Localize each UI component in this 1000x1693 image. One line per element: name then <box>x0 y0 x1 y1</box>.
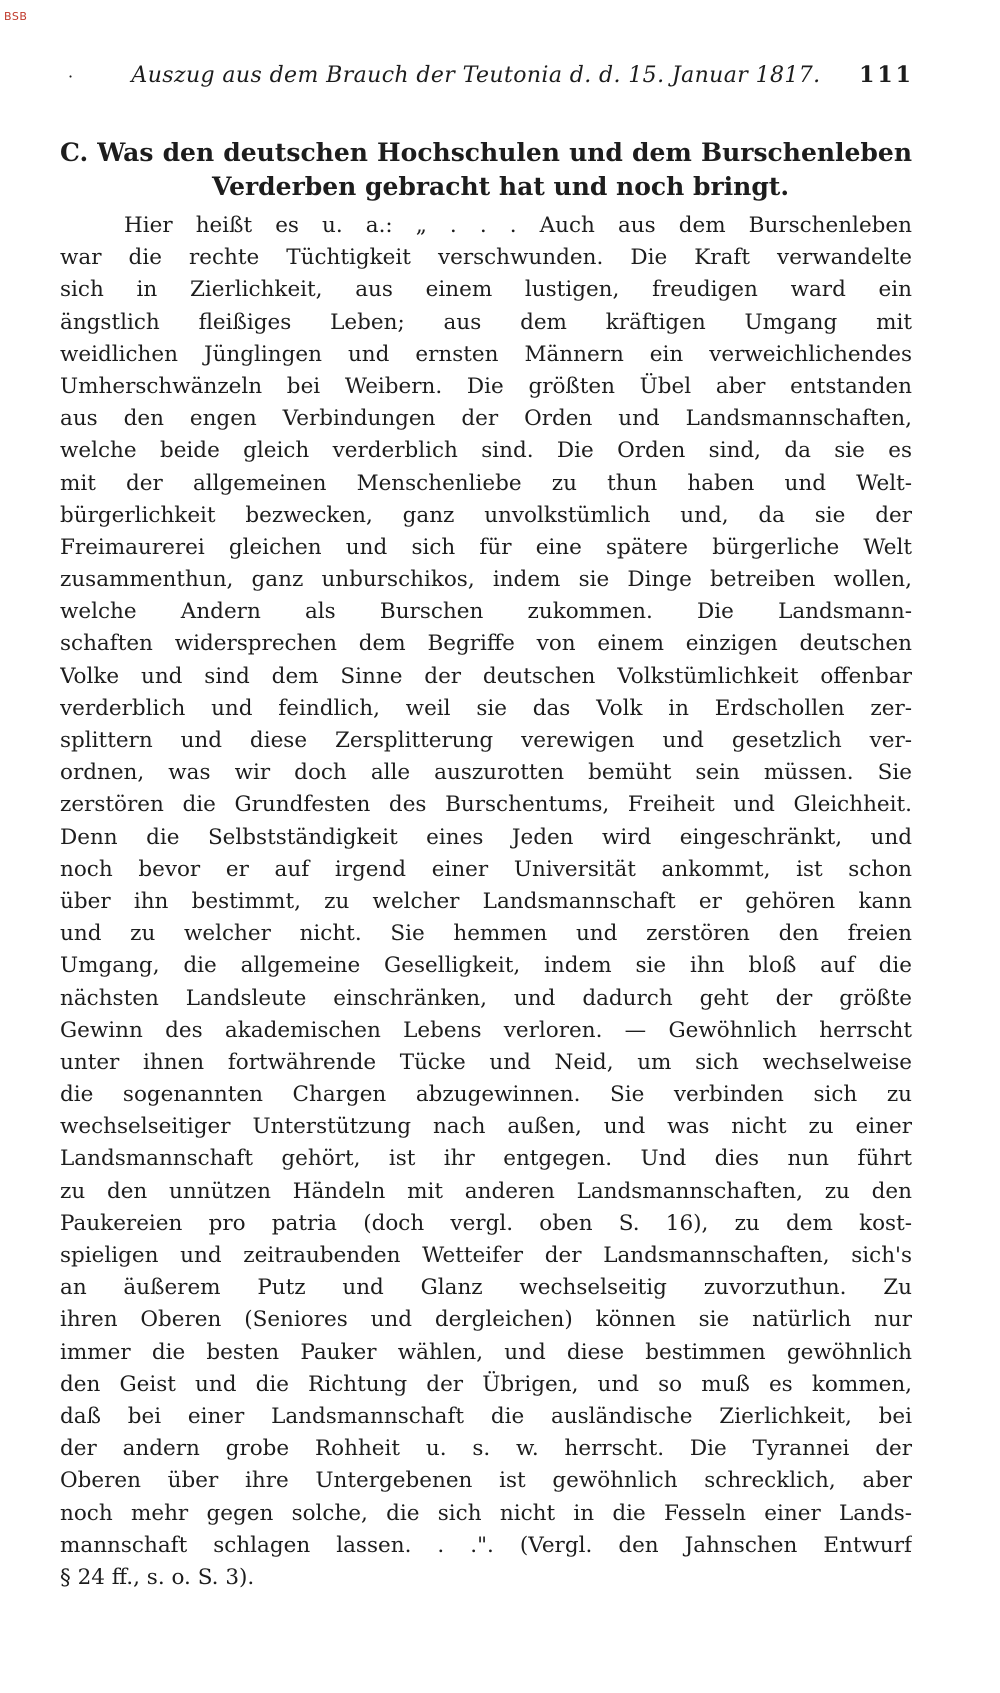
running-head <box>68 62 914 98</box>
running-head-title: Auszug aus dem Brauch der Teutonia d. d. 15. Januar 1817. <box>131 63 821 88</box>
body-line: Denn die Selbstständigkeit eines Jeden wird eingeschränkt, und <box>60 824 912 850</box>
body-line: mit der allgemeinen Menschenliebe zu thun haben und Welt- <box>60 470 912 496</box>
body-line: zusammenthun, ganz unburschikos, indem sie Dinge betreiben wollen, <box>60 567 912 593</box>
body-line: mannschaft schlagen lassen. . .". (Vergl. den Jahnschen Entwurf <box>60 1532 912 1558</box>
body-line: sich in Zierlichkeit, aus einem lustigen, freudigen ward ein <box>60 277 912 303</box>
section-heading-line-1: C. Was den deutschen Hochschulen und dem Burschenleben <box>60 138 912 167</box>
body-line: ängstlich fleißiges Leben; aus dem kräftigen Umgang mit <box>60 309 912 335</box>
body-line: weidlichen Jünglingen und ernsten Männern ein verweichlichendes <box>60 341 912 367</box>
body-line: ihren Oberen (Seniores und dergleichen) können sie natürlich nur <box>60 1307 912 1333</box>
body-line: ordnen, was wir doch alle auszurotten bemüht sein müssen. Sie <box>60 760 912 786</box>
body-line: welche beide gleich verderblich sind. Die Orden sind, da sie es <box>60 438 912 464</box>
body-line: schaften widersprechen dem Begriffe von einem einzigen deutschen <box>60 631 912 657</box>
body-line: welche Andern als Burschen zukommen. Die Landsmann- <box>60 599 912 625</box>
body-line: zu den unnützen Händeln mit anderen Landsmannschaften, zu den <box>60 1178 912 1204</box>
body-line: Volke und sind dem Sinne der deutschen Volkstümlichkeit offenbar <box>60 663 912 689</box>
body-line: verderblich und feindlich, weil sie das Volk in Erdschollen zer- <box>60 695 912 721</box>
body-line: der andern grobe Rohheit u. s. w. herrscht. Die Tyrannei der <box>60 1436 912 1462</box>
body-line: immer die besten Pauker wählen, und diese bestimmen gewöhnlich <box>60 1339 912 1365</box>
section-heading-line-2: Verderben gebracht hat und noch bringt. <box>212 172 790 201</box>
page-number: 111 <box>859 62 914 88</box>
section-heading <box>60 136 912 204</box>
body-line: die sogenannten Chargen abzugewinnen. Sie verbinden sich zu <box>60 1082 912 1108</box>
body-line: Umherschwänzeln bei Weibern. Die größten Übel aber entstanden <box>60 373 912 399</box>
body-line: an äußerem Putz und Glanz wechselseitig zuvorzuthun. Zu <box>60 1275 912 1301</box>
body-line: Freimaurerei gleichen und sich für eine spätere bürgerliche Welt <box>60 534 912 560</box>
body-line: wechselseitiger Unterstützung nach außen, und was nicht zu einer <box>60 1114 912 1140</box>
running-head-bullet: · <box>68 67 74 86</box>
body-line: über ihn bestimmt, zu welcher Landsmannschaft er gehören kann <box>60 888 912 914</box>
body-line: noch bevor er auf irgend einer Universität ankommt, ist schon <box>60 856 912 882</box>
body-line: zerstören die Grundfesten des Burschentums, Freiheit und Gleichheit. <box>60 792 912 818</box>
body-line: und zu welcher nicht. Sie hemmen und zerstören den freien <box>60 921 912 947</box>
body-line: bürgerlichkeit bezwecken, ganz unvolkstümlich und, da sie der <box>60 502 912 528</box>
body-line: Umgang, die allgemeine Geselligkeit, indem sie ihn bloß auf die <box>60 953 912 979</box>
body-line: noch mehr gegen solche, die sich nicht in die Fesseln einer Lands- <box>60 1500 912 1526</box>
body-line: Hier heißt es u. a.: „ . . . Auch aus dem Burschenleben <box>124 213 912 238</box>
body-line: spieligen und zeitraubenden Wetteifer der Landsmannschaften, sich's <box>60 1243 912 1268</box>
body-line: nächsten Landsleute einschränken, und dadurch geht der größte <box>60 985 912 1011</box>
body-line: Landsmannschaft gehört, ist ihr entgegen. Und dies nun führt <box>60 1146 912 1172</box>
body-line: Paukereien pro patria (doch vergl. oben S. 16), zu dem kost- <box>60 1210 912 1236</box>
body-line: splittern und diese Zersplitterung verewigen und gesetzlich ver- <box>60 728 912 753</box>
body-line: § 24 ff., s. o. S. 3). <box>60 1564 255 1590</box>
library-watermark: BSB <box>4 10 28 23</box>
body-line: war die rechte Tüchtigkeit verschwunden. Die Kraft verwandelte <box>60 245 912 271</box>
body-line: aus den engen Verbindungen der Orden und Landsmannschaften, <box>60 406 912 432</box>
body-line: unter ihnen fortwährende Tücke und Neid, um sich wechselweise <box>60 1049 912 1075</box>
body-line: Oberen über ihre Untergebenen ist gewöhnlich schrecklich, aber <box>60 1468 912 1494</box>
body-line: den Geist und die Richtung der Übrigen, und so muß es kommen, <box>60 1371 912 1397</box>
body-text <box>60 210 912 1594</box>
body-line: daß bei einer Landsmannschaft die ausländische Zierlichkeit, bei <box>60 1403 912 1429</box>
body-line: Gewinn des akademischen Lebens verloren. — Gewöhnlich herrscht <box>60 1017 912 1043</box>
